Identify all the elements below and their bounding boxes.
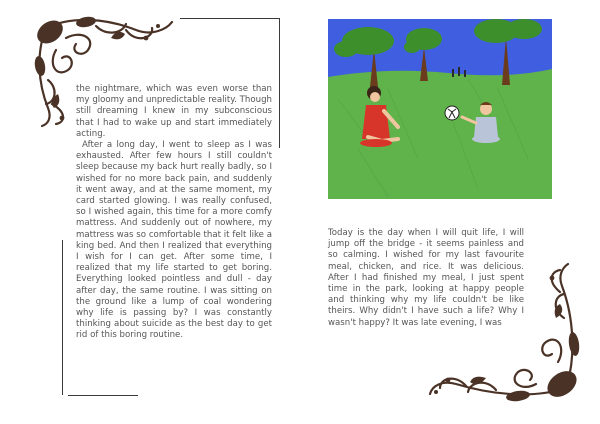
- flourish-corner-ornament-bottom-right: [426, 258, 586, 408]
- frame-line-top: [180, 18, 280, 19]
- ball: [445, 106, 459, 120]
- grass: [328, 69, 552, 199]
- story-text-left: [76, 84, 272, 342]
- frame-line-right: [279, 18, 280, 148]
- story-paragraph: the nightmare, which was even worse than my gloomy and unpredictable reality. Though still dreaming I knew in my subconscious that I had to wake up and start immediately acting.: [76, 84, 272, 139]
- crayon-drawing-park-woman-child-ball: [328, 19, 552, 199]
- story-paragraph: Today is the day when I will quit life, I will jump off the bridge - it seems painless and so calming. I wished for my last favourite meal, chicken, and rice. It was delicious. After I had finished my meal, I just spent time in the park, looking at happy people and thinking why my life couldn't be like theirs. Why didn't I have such a life? Why I wasn't happy? It was late evening, I was: [328, 228, 524, 328]
- frame-line-left: [62, 240, 63, 395]
- frame-line-bottom: [68, 395, 138, 396]
- park-illustration: [328, 19, 552, 199]
- story-paragraph: After a long day, I went to sleep as I was exhausted. After few hours I still couldn't sleep because my back hurt really badly, so I wished for no more back pain, and suddenly it went away, and at the same moment, my card started glowing. I was really confused, so I wished again, this time for a more comfy mattress. And suddenly out of nowhere, my mattress was so comfortable that it felt like a king bed. And then I realized that everything I wish for I can get. After some time, I realized that my life started to get boring. Everything looked pointless and dull - day after day, the same routine. I was sitting on the ground like a lump of coal wondering why life is passing by? I was constantly thinking about suicide as the best day to get rid of this boring routine.: [76, 140, 272, 341]
